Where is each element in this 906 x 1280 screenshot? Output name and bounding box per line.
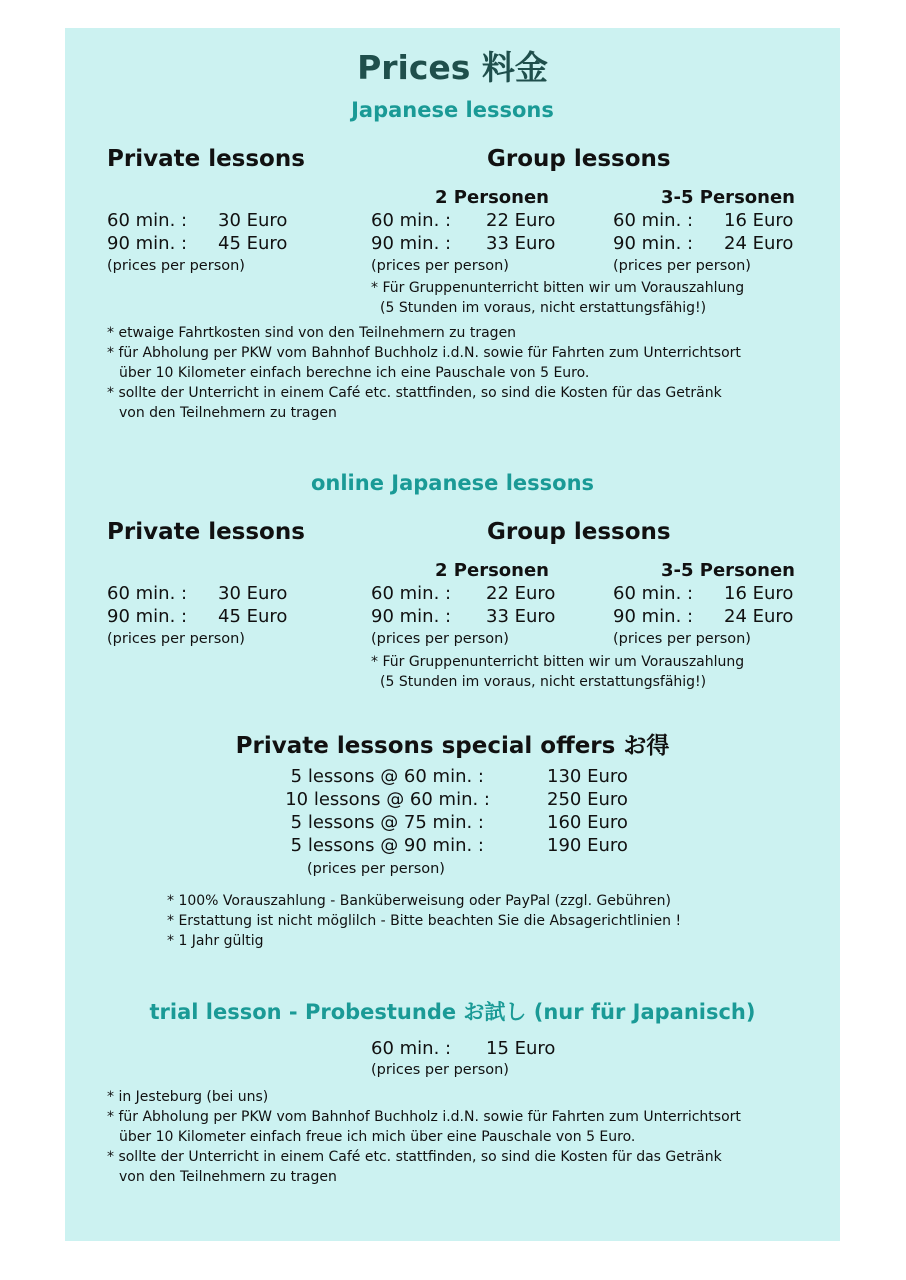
special-price-2: 250 Euro	[547, 789, 628, 810]
group2-price-60: 22 Euro	[486, 210, 556, 231]
trial-notes: * in Jesteburg (bei uns) * für Abholung per PKW vom Bahnhof Buchholz i.d.N. sowie für Fahrten zum Unterrichtsort über 10 Kilometer einfach freue ich mich über eine Pauschale von 5 Euro. * sollte der Unterricht in einem Café etc. stattfinden, so sind die Kosten für das Getränk von den Teilnehmern zu tragen	[107, 1089, 741, 1185]
group2-note: (prices per person)	[371, 258, 509, 274]
online-private-title: Private lessons	[107, 519, 305, 545]
special-notes: * 100% Vorauszahlung - Banküberweisung oder PayPal (zzgl. Gebühren) * Erstattung ist nicht möglilch - Bitte beachten Sie die Absagerichtlinien ! * 1 Jahr gültig	[167, 893, 682, 949]
group-lessons-title: Group lessons	[487, 146, 671, 172]
special-package-3: 5 lessons @ 75 min. :	[290, 812, 484, 833]
group-2-label: 2 Personen	[435, 187, 549, 208]
price-sheet	[65, 28, 840, 1241]
private-price-60: 30 Euro	[218, 210, 288, 231]
online-group2-note: (prices per person)	[371, 631, 509, 647]
group35-price-90: 24 Euro	[724, 233, 794, 254]
online-group35-duration-60: 60 min. :	[613, 583, 694, 604]
trial-duration: 60 min. :	[371, 1038, 452, 1059]
online-group35-price-60: 16 Euro	[724, 583, 794, 604]
group35-note: (prices per person)	[613, 258, 751, 274]
page-title: Prices 料金	[357, 48, 548, 87]
private-price-90: 45 Euro	[218, 233, 288, 254]
japanese-notes: * etwaige Fahrtkosten sind von den Teilnehmern zu tragen * für Abholung per PKW vom Bahnhof Buchholz i.d.N. sowie für Fahrten zum Unterrichtsort über 10 Kilometer einfach berechne ich eine Pauschale von 5 Euro. * sollte der Unterricht in einem Café etc. stattfinden, so sind die Kosten für das Getränk von den Teilnehmern zu tragen	[107, 325, 741, 421]
online-group-3-5-label: 3-5 Personen	[661, 560, 795, 581]
online-group2-duration-90: 90 min. :	[371, 606, 452, 627]
trial-lesson-heading: trial lesson - Probestunde お試し (nur für Japanisch)	[149, 1000, 756, 1024]
online-private-price-60: 30 Euro	[218, 583, 288, 604]
special-package-4: 5 lessons @ 90 min. :	[290, 835, 484, 856]
online-private-duration-60: 60 min. :	[107, 583, 188, 604]
special-note: (prices per person)	[307, 861, 445, 877]
group2-duration-60: 60 min. :	[371, 210, 452, 231]
group-3-5-label: 3-5 Personen	[661, 187, 795, 208]
private-duration-60: 60 min. :	[107, 210, 188, 231]
special-package-2: 10 lessons @ 60 min. :	[285, 789, 490, 810]
group35-duration-90: 90 min. :	[613, 233, 694, 254]
trial-note: (prices per person)	[371, 1062, 509, 1078]
online-group-2-label: 2 Personen	[435, 560, 549, 581]
japanese-lessons-heading: Japanese lessons	[351, 98, 554, 122]
group35-price-60: 16 Euro	[724, 210, 794, 231]
group35-duration-60: 60 min. :	[613, 210, 694, 231]
online-group2-duration-60: 60 min. :	[371, 583, 452, 604]
online-private-duration-90: 90 min. :	[107, 606, 188, 627]
online-group-title: Group lessons	[487, 519, 671, 545]
private-lessons-title: Private lessons	[107, 146, 305, 172]
special-price-3: 160 Euro	[547, 812, 628, 833]
online-private-price-90: 45 Euro	[218, 606, 288, 627]
online-group-prepay-note: * Für Gruppenunterricht bitten wir um Vorauszahlung (5 Stunden im voraus, nicht erstattungsfähig!)	[371, 654, 745, 690]
special-price-4: 190 Euro	[547, 835, 628, 856]
online-group35-note: (prices per person)	[613, 631, 751, 647]
trial-price: 15 Euro	[486, 1038, 556, 1059]
online-group2-price-90: 33 Euro	[486, 606, 556, 627]
online-group35-duration-90: 90 min. :	[613, 606, 694, 627]
private-note: (prices per person)	[107, 258, 245, 274]
group2-duration-90: 90 min. :	[371, 233, 452, 254]
special-price-1: 130 Euro	[547, 766, 628, 787]
online-private-note: (prices per person)	[107, 631, 245, 647]
group-prepay-note: * Für Gruppenunterricht bitten wir um Vorauszahlung (5 Stunden im voraus, nicht erstattungsfähig!)	[371, 280, 745, 316]
special-offers-title: Private lessons special offers お得	[235, 733, 670, 759]
online-lessons-heading: online Japanese lessons	[310, 471, 595, 495]
special-package-1: 5 lessons @ 60 min. :	[290, 766, 484, 787]
private-duration-90: 90 min. :	[107, 233, 188, 254]
group2-price-90: 33 Euro	[486, 233, 556, 254]
online-group2-price-60: 22 Euro	[486, 583, 556, 604]
online-group35-price-90: 24 Euro	[724, 606, 794, 627]
